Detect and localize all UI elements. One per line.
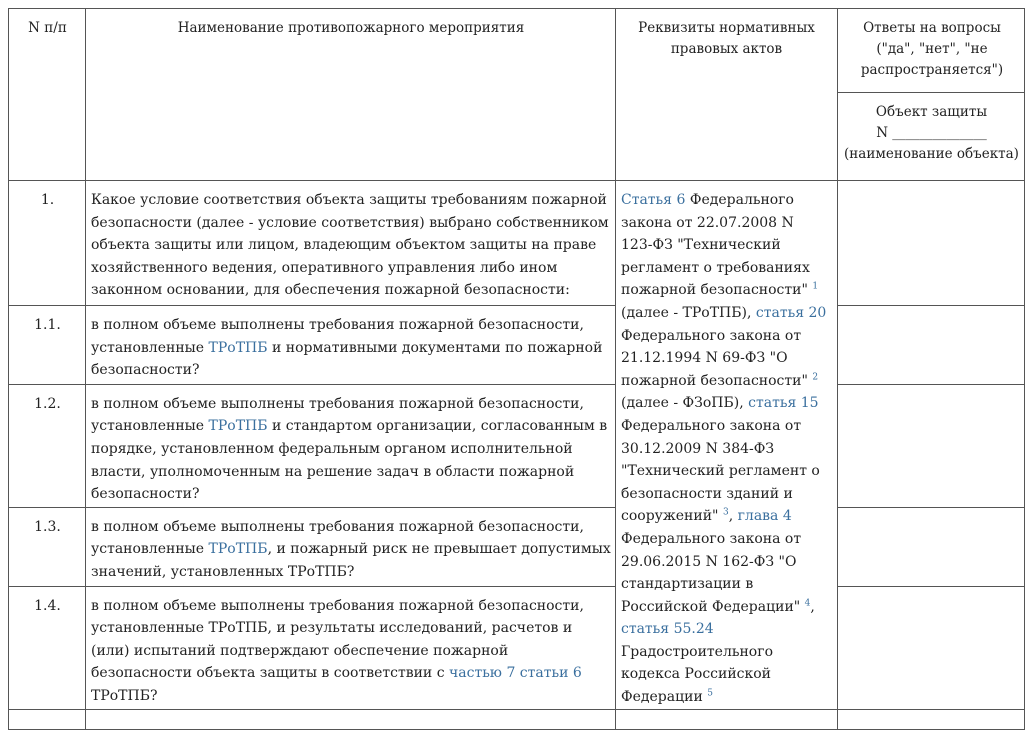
link-trotpb[interactable]: ТРоТПБ	[208, 418, 268, 435]
answer-cell[interactable]	[838, 507, 1025, 586]
answer-cell[interactable]	[838, 181, 1025, 306]
row-text-b: и стандартом организации, согласованным в порядке, установленном федеральным органом исполнительной власти, уполномоченным на решение задач в области пожарной безопасности?	[91, 418, 608, 503]
req-text: ,	[810, 598, 815, 615]
req-text: Федерального закона от 30.12.2009 N 384-ФЗ "Технический регламент о безопасности зданий и сооружений"	[621, 417, 820, 525]
row-num: 1.3.	[9, 507, 86, 586]
header-requisites: Реквизиты нормативных правовых актов	[616, 9, 838, 181]
object-title: Объект защиты	[875, 104, 988, 120]
link-chapter-4[interactable]: глава 4	[737, 508, 792, 525]
req-text: Градостроительного кодекса Российской Федерации	[621, 643, 774, 706]
row-text	[86, 306, 616, 385]
link-article-20[interactable]: статья 20	[755, 304, 827, 321]
checklist-table	[8, 8, 1025, 730]
row-text	[86, 586, 616, 709]
link-article-6[interactable]: Статья 6	[621, 192, 686, 208]
req-text: ,	[728, 508, 738, 525]
row-text	[86, 384, 616, 507]
object-field: N ______________	[876, 125, 987, 141]
footnote-1[interactable]: 1	[812, 281, 819, 292]
row-text-b: ТРоТПБ?	[91, 687, 158, 704]
answer-cell[interactable]	[838, 306, 1025, 385]
link-article-15[interactable]: статья 15	[748, 395, 819, 412]
link-trotpb[interactable]: ТРоТПБ	[208, 541, 268, 558]
header-name: Наименование противопожарного мероприятия	[86, 9, 616, 181]
req-text: (далее - ФЗоПБ),	[621, 395, 749, 412]
footnote-3[interactable]: 3	[722, 507, 729, 518]
row-num: 1.	[9, 181, 86, 306]
requisites-cell	[616, 181, 838, 710]
row-text-b: , и пожарный риск не превышает допустимых значений, установленных ТРоТПБ?	[91, 541, 611, 581]
row-text-b: и нормативными документами по пожарной безопасности?	[91, 339, 603, 379]
header-num: N п/п	[9, 9, 86, 181]
req-text: Федерального закона от 29.06.2015 N 162-ФЗ "О стандартизации в Российской Федерации"	[621, 530, 805, 615]
row-num	[9, 709, 86, 729]
footnote-4[interactable]: 4	[804, 598, 811, 609]
answer-cell[interactable]	[838, 384, 1025, 507]
row-text	[86, 709, 616, 729]
row-text-a: в полном объеме выполнены требования пожарной безопасности, установленные ТРоТПБ, и результаты исследований, расчетов и (или) испытаний подтверждают обеспечение пожарной безопасности объекта защиты в соответствии с	[91, 597, 584, 682]
row-text: Какое условие соответствия объекта защиты требованиям пожарной безопасности (далее - условие соответствия) выбрано собственником объекта защиты или лицом, владеющим объектом защиты на праве хозяйственного ведения, оперативного управления либо ином законном основании, для обеспечения пожарной безопасности:	[86, 181, 616, 306]
footnote-5[interactable]: 5	[707, 688, 713, 699]
row-text-a: в полном объеме выполнены требования пожарной безопасности, установленные	[91, 395, 584, 435]
footnote-2[interactable]: 2	[812, 372, 819, 383]
header-answers: Ответы на вопросы ("да", "нет", "не распространяется")	[838, 9, 1025, 93]
row-num: 1.1.	[9, 306, 86, 385]
row-num: 1.2.	[9, 384, 86, 507]
row-text-a: в полном объеме выполнены требования пожарной безопасности, установленные	[91, 518, 584, 558]
link-trotpb[interactable]: ТРоТПБ	[208, 339, 268, 356]
requisites-cell	[616, 709, 838, 729]
link-part-7-article-6[interactable]: частью 7 статьи 6	[449, 665, 582, 682]
link-article-55-24[interactable]: статья 55.24	[621, 621, 714, 638]
req-text: Федерального закона от 21.12.1994 N 69-ФЗ "О пожарной безопасности"	[621, 327, 813, 389]
row-num: 1.4.	[9, 586, 86, 709]
row-text	[86, 507, 616, 586]
header-object	[838, 93, 1025, 181]
answer-cell[interactable]	[838, 709, 1025, 729]
req-text: (далее - ТРоТПБ),	[621, 304, 756, 321]
req-text: Федерального закона от 22.07.2008 N 123-ФЗ "Технический регламент о требованиях пожарной безопасности"	[621, 192, 813, 299]
answer-cell[interactable]	[838, 586, 1025, 709]
object-note: (наименование объекта)	[844, 146, 1019, 162]
row-text-a: в полном объеме выполнены требования пожарной безопасности, установленные	[91, 317, 584, 356]
